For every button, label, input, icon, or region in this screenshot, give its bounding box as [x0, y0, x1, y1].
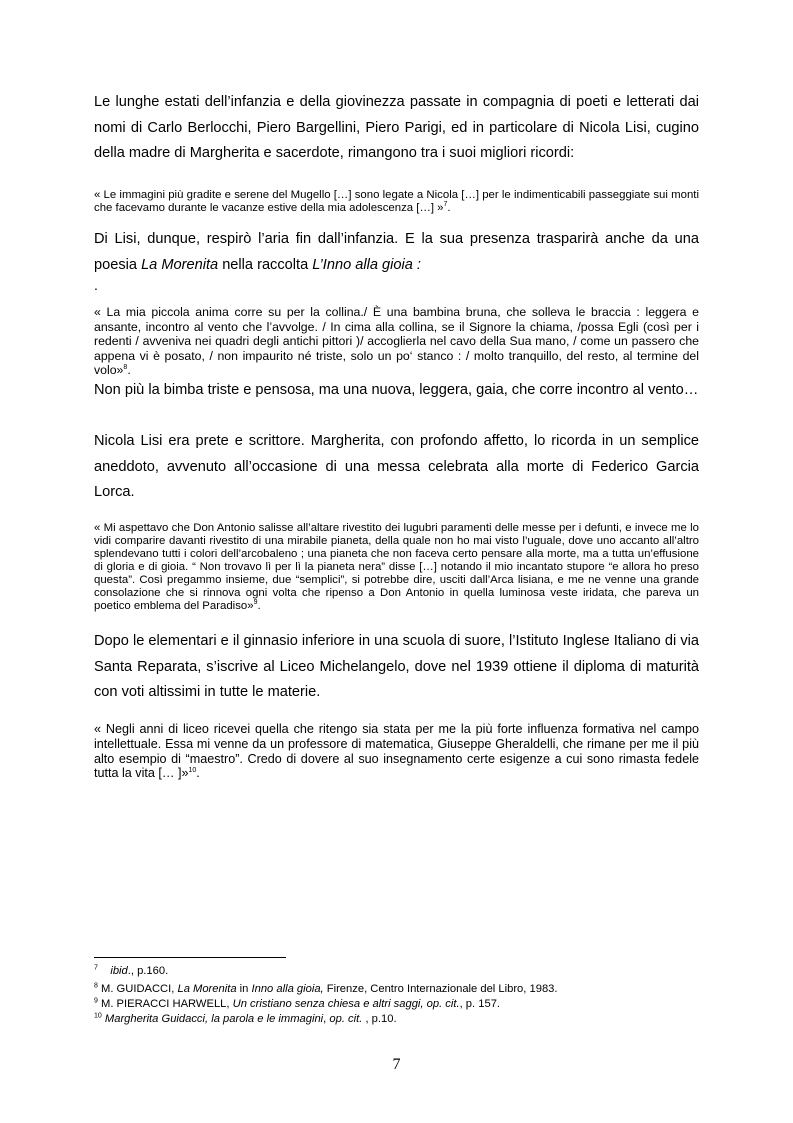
- quote-liceo: « Negli anni di liceo ricevei quella che ritengo sia stata per me la più forte influenza formativa nel campo intellettuale. Essa mi venne da un professore di matematica, Giuseppe Gheraldelli, che rimane per me il più alto esempio di “maestro”. Credo di dovere al suo insegnamento certe esigenze a cui sono rimasta fedele tutta la vita [… ]»$^{10}$.: [94, 722, 699, 781]
- footnote-ref: 8: [123, 363, 128, 371]
- stray-dot: .: [94, 277, 98, 293]
- footnote-9: $^9$ M. PIERACCI HARWELL, Un cristiano senza chiesa e altri saggi, op. cit., p. 157.: [94, 997, 501, 1010]
- quote-morenita: « La mia piccola anima corre su per la collina./ È una bambina bruna, che solleva le braccia : leggera e ansante, incontro al vento che l’avvolge. / In cima alla collina, se il Signore la chiama, /possa Egli (così per i redenti / avveniva nei quadri degli antichi pittori )/ accoglierla nel cavo della Sua mano, / come un passero che appena vi è posato, / non impaurito né triste, solo un po‘ stanco : / molto tranquillo, del resto, al termine del volo»$^8$.: [94, 305, 699, 377]
- paragraph-childhood: [94, 90, 699, 167]
- footnote-7: $^7$ ibid., p.160.: [94, 964, 169, 977]
- quote-don-antonio: « Mi aspettavo che Don Antonio salisse all’altare rivestito dei lugubri paramenti delle messe per i defunti, e invece me lo vidi comparire davanti rivestito di una mirabile pianeta, della quale non ho mai visto l’uguale, dove uno accanto all’altro splendevano tutti i colori dell’arcobaleno ; una pianeta che non faceva certo pensare alla morte, ma a tutta un’effusione di gloria e di gioia. “ Non trovavo lì per lì la pianeta nera” disse […] notando il mio incantato stupore “e allora ho preso questa”. Così pregammo insieme, due “semplici”, si potrebbe dire, usciti dall’Arca lisiana, e me ne venne una grande consolazione che si rinnova ogni volta che ripenso a Don Antonio in quella luminosa veste iridata, che pareva un poetico emblema del Paradiso»$^9$.: [94, 522, 699, 612]
- footnote-ref: 9: [253, 599, 258, 607]
- paragraph-bimba: Non più la bimba triste e pensosa, ma una nuova, leggera, gaia, che corre incontro al vento…: [94, 382, 699, 398]
- page-number: 7: [392, 1056, 401, 1073]
- paragraph-nicola-lisi: Nicola Lisi era prete e scrittore. Margherita, con profondo affetto, lo ricorda in un semplice aneddoto, avvenuto all’occasione di una messa celebrata alla morte di Federico Garcia Lorca.: [94, 433, 699, 500]
- paragraph-lisi: Di Lisi, dunque, respirò l’aria fin dall’infanzia. E la sua presenza trasparirà anche da una poesia La Morenita nella raccolta L’Inno alla gioia :: [94, 231, 699, 273]
- footnote-ref: 7: [443, 201, 448, 209]
- collection-title: L’Inno alla gioia :: [312, 256, 421, 273]
- paragraph-text: Le lunghe estati dell’infanzia e della giovinezza passate in compagnia di poeti e letterati dai nomi di Carlo Berlocchi, Piero Bargellini, Piero Parigi, ed in particolare di Nicola Lisi, cugino della madre di Margherita e sacerdote, rimangono tra i suoi migliori ricordi:: [94, 94, 699, 161]
- quote-mugello: « Le immagini più gradite e serene del Mugello […] sono legate a Nicola […] per le indimenticabili passeggiate sui monti che facevamo durante le vacanze estive della mia adolescenza […] »$^7$.: [94, 189, 699, 214]
- footnote-ref: 10: [188, 767, 197, 775]
- footnote-8: $^8$ M. GUIDACCI, La Morenita in Inno alla gioia, Firenze, Centro Internazionale del Libro, 1983.: [94, 982, 558, 995]
- poem-title: La Morenita: [141, 256, 219, 273]
- footnote-10: $^{10}$ Margherita Guidacci, la parola e le immagini, op. cit. , p.10.: [94, 1012, 397, 1025]
- paragraph-schooling: Dopo le elementari e il ginnasio inferiore in una scuola di suore, l’Istituto Inglese Italiano di via Santa Reparata, s’iscrive al Liceo Michelangelo, dove nel 1939 ottiene il diploma di maturità con voti altissimi in tutte le materie.: [94, 633, 699, 700]
- footnote-separator: [94, 957, 286, 958]
